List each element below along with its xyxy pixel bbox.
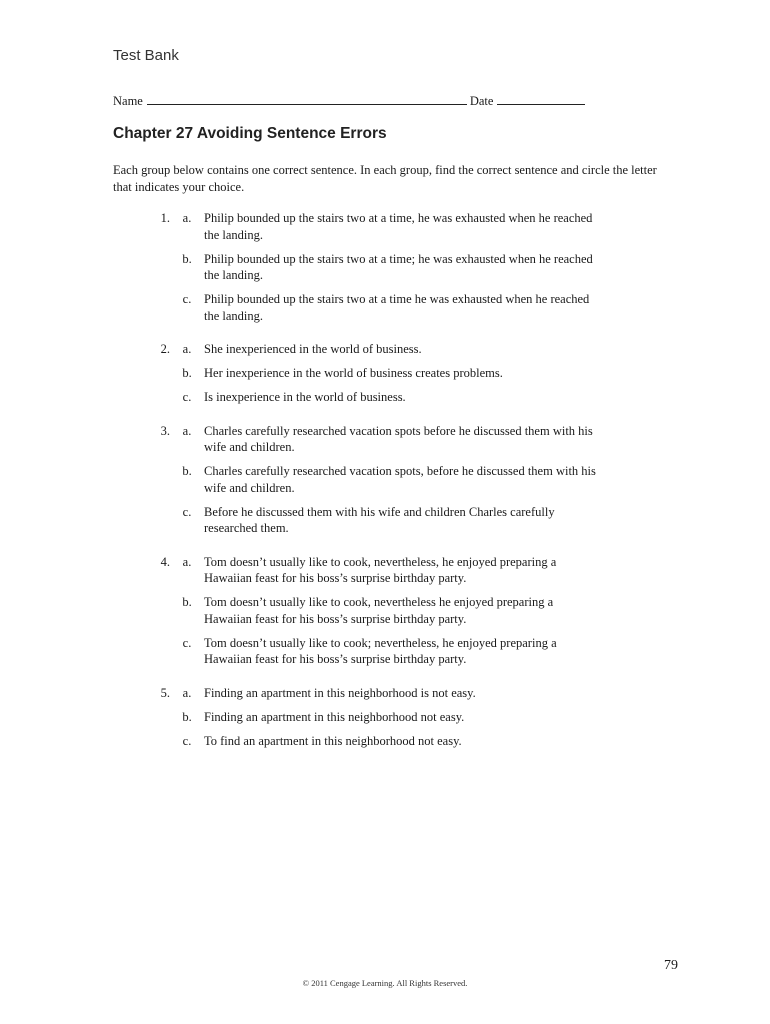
date-label: Date <box>469 94 494 108</box>
date-field[interactable] <box>497 94 585 105</box>
answer-option[interactable] <box>113 685 673 702</box>
option-text: Before he discussed them with his wife and children Charles carefully researched them. <box>204 504 555 535</box>
question-item <box>113 210 673 324</box>
name-date-line <box>113 94 585 109</box>
option-text: Philip bounded up the stairs two at a time; he was exhausted when he reached the landing. <box>204 251 593 282</box>
option-letter[interactable]: a. <box>182 554 192 569</box>
header-label: Test Bank <box>113 47 179 64</box>
option-letter[interactable]: c. <box>182 390 192 404</box>
option-text: She inexperienced in the world of business. <box>204 342 422 356</box>
option-text: Her inexperience in the world of business creates problems. <box>204 366 503 380</box>
option-text: Philip bounded up the stairs two at a time he was exhausted when he reached the landing. <box>204 292 590 323</box>
option-letter[interactable]: c. <box>182 635 192 650</box>
option-text: Charles carefully researched vacation spots, before he discussed them with his wife and children. <box>204 464 596 495</box>
question-number: 2. <box>160 342 170 356</box>
question-number <box>113 709 170 726</box>
question-item <box>113 423 673 537</box>
chapter-title: Chapter 27 Avoiding Sentence Errors <box>113 125 387 142</box>
answer-option[interactable] <box>113 463 673 496</box>
option-letter[interactable]: c. <box>182 504 192 519</box>
option-text: Tom doesn’t usually like to cook; nevertheless, he enjoyed preparing a Hawaiian feast for his boss’s surprise birthday party. <box>204 635 557 666</box>
option-letter[interactable]: b. <box>182 709 192 724</box>
option-text: Finding an apartment in this neighborhood not easy. <box>204 709 465 724</box>
name-field[interactable] <box>147 94 467 105</box>
name-label: Name <box>113 94 143 108</box>
answer-option[interactable] <box>113 733 673 750</box>
question-number <box>113 291 170 324</box>
page-number: 79 <box>664 958 678 973</box>
option-text: Charles carefully researched vacation spots before he discussed them with his wife and children. <box>204 423 593 454</box>
answer-option[interactable] <box>113 389 673 406</box>
question-number <box>113 389 170 406</box>
option-letter[interactable]: a. <box>182 685 192 700</box>
answer-option[interactable] <box>113 210 673 243</box>
option-letter[interactable]: a. <box>182 211 192 225</box>
option-text: Tom doesn’t usually like to cook, nevertheless, he enjoyed preparing a Hawaiian feast for his boss’s surprise birthday party. <box>204 554 557 585</box>
question-number <box>113 251 170 284</box>
question-number: 4. <box>160 554 170 569</box>
answer-option[interactable] <box>113 504 673 537</box>
answer-option[interactable] <box>113 291 673 324</box>
option-letter[interactable]: b. <box>182 464 192 478</box>
option-text: Is inexperience in the world of business. <box>204 390 406 404</box>
answer-option[interactable] <box>113 423 673 456</box>
question-number: 1. <box>160 211 170 225</box>
option-letter[interactable]: b. <box>182 366 192 380</box>
answer-option[interactable] <box>113 635 673 668</box>
copyright-footer: © 2011 Cengage Learning. All Rights Reserved. <box>302 978 468 988</box>
question-number: 3. <box>160 423 170 438</box>
option-text: Philip bounded up the stairs two at a time, he was exhausted when he reached the landing. <box>204 211 593 242</box>
question-item <box>113 554 673 668</box>
question-list <box>113 210 673 766</box>
answer-option[interactable] <box>113 594 673 627</box>
question-number: 5. <box>160 685 170 700</box>
option-letter[interactable]: b. <box>182 251 192 266</box>
question-number <box>113 733 170 750</box>
answer-option[interactable] <box>113 341 673 358</box>
answer-option[interactable] <box>113 709 673 726</box>
question-number <box>113 365 170 382</box>
option-text: Finding an apartment in this neighborhood is not easy. <box>204 685 476 700</box>
question-number <box>113 594 170 627</box>
question-number <box>113 463 170 496</box>
question-number <box>113 504 170 537</box>
question-item <box>113 685 673 750</box>
instructions: Each group below contains one correct sentence. In each group, find the correct sentence and circle the letter that indicates your choice. <box>113 163 657 194</box>
option-text: To find an apartment in this neighborhood not easy. <box>204 733 462 748</box>
option-letter[interactable]: a. <box>182 423 192 438</box>
option-text: Tom doesn’t usually like to cook, nevertheless he enjoyed preparing a Hawaiian feast for his boss’s surprise birthday party. <box>204 595 554 626</box>
question-item <box>113 341 673 406</box>
answer-option[interactable] <box>113 554 673 587</box>
question-number <box>113 635 170 668</box>
answer-option[interactable] <box>113 365 673 382</box>
option-letter[interactable]: c. <box>182 733 192 748</box>
option-letter[interactable]: c. <box>182 292 192 306</box>
option-letter[interactable]: a. <box>182 342 192 356</box>
option-letter[interactable]: b. <box>182 595 192 609</box>
answer-option[interactable] <box>113 251 673 284</box>
